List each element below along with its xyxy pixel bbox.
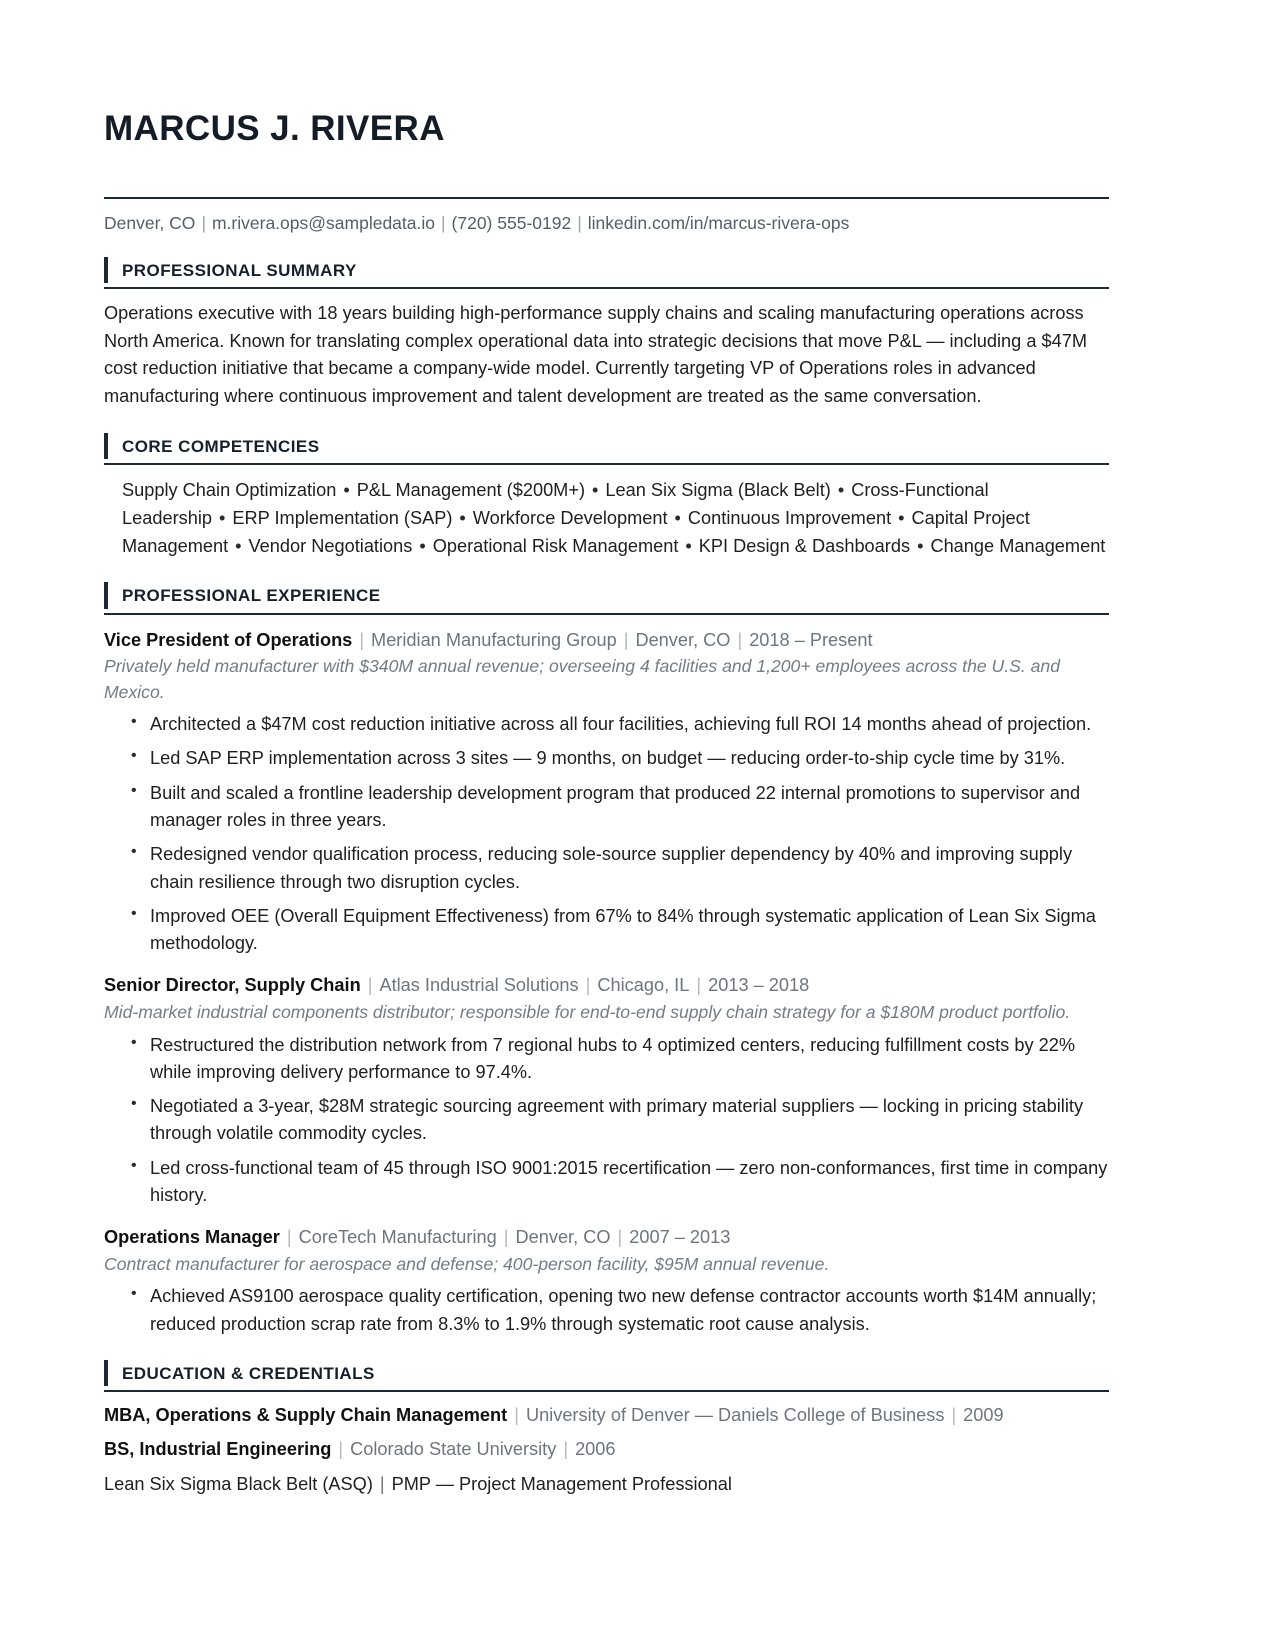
education-degree: BS, Industrial Engineering <box>104 1439 332 1460</box>
candidate-name: MARCUS J. RIVERA <box>104 109 445 148</box>
job-company: Meridian Manufacturing Group <box>371 629 617 650</box>
job-bullet: • Architected a $47M cost reduction initiative across all four facilities, achieving full ROI 14 months ahead of projection. <box>104 711 1112 738</box>
competency-separator: • <box>837 479 845 500</box>
education-degree: MBA, Operations & Supply Chain Management <box>104 1405 508 1426</box>
section-header-bar <box>104 582 1109 614</box>
job-description: Mid-market industrial components distributor; responsible for end-to-end supply chain strategy for a $180M product portfolio. <box>104 1002 1071 1023</box>
competency-separator: • <box>235 536 242 557</box>
certification-item: PMP — Project Management Professional <box>391 1473 732 1494</box>
job-title: Senior Director, Supply Chain <box>104 975 361 996</box>
competency-separator: • <box>459 508 466 529</box>
job-separator: | <box>585 975 591 996</box>
competency-item: Lean Six Sigma (Black Belt) <box>605 479 831 500</box>
contact-separator: | <box>201 212 206 233</box>
contact-phone[interactable]: (720) 555-0192 <box>451 212 572 233</box>
job-description: Privately held manufacturer with $340M annual revenue; overseeing 4 facilities and 1,200+ employees across the U.S. and Mexico. <box>104 656 1060 702</box>
job-title: Vice President of Operations <box>104 629 353 650</box>
job-title: Operations Manager <box>104 1227 280 1248</box>
section-education-credentials <box>104 1360 1115 1498</box>
job-bullet-list <box>104 711 1115 957</box>
resume-header <box>104 96 1115 235</box>
job-bullet: • Redesigned vendor qualification process, reducing sole-source supplier dependency by 40% and improving supply chain resilience through two disruption cycles. <box>104 841 1112 896</box>
competency-separator: • <box>685 536 692 557</box>
education-year: 2009 <box>963 1405 1004 1426</box>
competency-item: Operational Risk Management <box>432 536 679 557</box>
job-separator: | <box>617 1227 623 1248</box>
contact-location: Denver, CO <box>104 212 196 233</box>
education-separator: | <box>563 1439 569 1460</box>
certifications-line <box>104 1471 1115 1498</box>
job-header <box>104 628 1115 653</box>
competency-item: ERP Implementation (SAP) <box>232 508 453 529</box>
section-professional-experience <box>104 582 1115 1338</box>
experience-entry <box>104 628 1115 958</box>
job-location: Denver, CO <box>635 629 731 650</box>
contact-line <box>104 211 1115 236</box>
job-header <box>104 973 1115 998</box>
job-bullet-list <box>104 1283 1115 1338</box>
competency-separator: • <box>592 479 599 500</box>
competency-item: Vendor Negotiations <box>248 536 413 557</box>
competency-item: KPI Design & Dashboards <box>698 536 911 557</box>
contact-separator: | <box>440 212 446 233</box>
job-header <box>104 1225 1115 1250</box>
contact-linkedin[interactable]: linkedin.com/in/marcus-rivera-ops <box>587 212 850 233</box>
education-separator: | <box>338 1439 344 1460</box>
header-divider <box>104 197 1109 199</box>
job-separator: | <box>737 629 743 650</box>
section-core-competencies <box>104 433 1115 561</box>
certification-separator: | <box>379 1473 385 1494</box>
job-bullet: • Built and scaled a frontline leadership development program that produced 22 internal promotions to supervisor and manager roles in three years. <box>104 780 1112 835</box>
competency-separator: • <box>898 508 905 529</box>
competency-item: Change Management <box>930 536 1106 557</box>
competency-item: Cross-Functional Leadership <box>122 479 989 529</box>
competency-separator: • <box>343 479 350 500</box>
job-dates: 2018 – Present <box>749 629 873 650</box>
competency-item: P&L Management ($200M+) <box>356 479 586 500</box>
job-company: Atlas Industrial Solutions <box>379 975 579 996</box>
job-dates: 2013 – 2018 <box>708 975 810 996</box>
competency-separator: • <box>917 536 924 557</box>
job-separator: | <box>623 629 629 650</box>
job-bullet: • Restructured the distribution network from 7 regional hubs to 4 optimized centers, reducing fulfillment costs by 22% while improving delivery performance to 97.4%. <box>104 1032 1112 1087</box>
section-title: PROFESSIONAL SUMMARY <box>122 261 357 280</box>
job-separator: | <box>286 1227 292 1248</box>
competency-list <box>122 476 1106 561</box>
contact-email[interactable]: m.rivera.ops@sampledata.io <box>211 212 435 233</box>
section-title: CORE COMPETENCIES <box>122 436 320 456</box>
section-professional-summary <box>104 257 1115 411</box>
education-list <box>104 1402 1115 1498</box>
job-bullet: • Achieved AS9100 aerospace quality certification, opening two new defense contractor accounts worth $14M annually; reduced production scrap rate from 8.3% to 1.9% through systematic root cause analysis. <box>104 1283 1112 1338</box>
job-separator: | <box>359 629 365 650</box>
education-institution: University of Denver — Daniels College of Business <box>525 1405 945 1426</box>
job-bullet: • Led cross-functional team of 45 through ISO 9001:2015 recertification — zero non-conformances, first time in company history. <box>104 1155 1112 1210</box>
education-entry <box>104 1436 1115 1463</box>
education-year: 2006 <box>575 1439 616 1460</box>
competency-separator: • <box>219 508 226 529</box>
job-bullet: • Negotiated a 3-year, $28M strategic sourcing agreement with primary material suppliers — locking in pricing stability through volatile commodity cycles. <box>104 1093 1112 1148</box>
section-title: EDUCATION & CREDENTIALS <box>122 1363 375 1383</box>
job-separator: | <box>367 975 373 996</box>
job-bullet: • Led SAP ERP implementation across 3 sites — 9 months, on budget — reducing order-to-ship cycle time by 31%. <box>104 745 1112 772</box>
competency-item: Supply Chain Optimization <box>122 479 337 500</box>
competency-item: Workforce Development <box>472 508 668 529</box>
contact-separator: | <box>577 212 582 233</box>
section-header-bar <box>104 1360 1109 1392</box>
job-bullet: • Improved OEE (Overall Equipment Effectiveness) from 67% to 84% through systematic application of Lean Six Sigma methodology. <box>104 903 1112 958</box>
job-separator: | <box>696 975 702 996</box>
experience-entry <box>104 973 1115 1209</box>
summary-text: Operations executive with 18 years building high-performance supply chains and scaling manufacturing operations across North America. Known for translating complex operational data into strategic decisions that move P&L — including a $47M cost reduction initiative that became a company-wide model. Currently targeting VP of Operations roles in advanced manufacturing where continuous improvement and talent development are treated as the same conversation. <box>104 303 1087 407</box>
competency-item: Capital Project Management <box>122 508 1030 557</box>
education-separator: | <box>514 1405 519 1426</box>
education-separator: | <box>951 1405 957 1426</box>
competency-item: Continuous Improvement <box>687 508 892 529</box>
job-company: CoreTech Manufacturing <box>298 1227 497 1248</box>
certification-item: Lean Six Sigma Black Belt (ASQ) <box>104 1473 373 1494</box>
section-title: PROFESSIONAL EXPERIENCE <box>122 586 381 606</box>
competency-separator: • <box>419 536 426 557</box>
job-location: Denver, CO <box>515 1227 611 1248</box>
section-header-bar <box>104 257 1109 289</box>
job-bullet-list <box>104 1032 1115 1210</box>
job-location: Chicago, IL <box>597 975 690 996</box>
experience-entry <box>104 1225 1115 1338</box>
education-entry <box>104 1402 1115 1429</box>
education-institution: Colorado State University <box>350 1439 557 1460</box>
job-description: Contract manufacturer for aerospace and defense; 400-person facility, $95M annual revenue. <box>104 1253 830 1274</box>
job-separator: | <box>503 1227 509 1248</box>
competency-separator: • <box>674 508 681 529</box>
section-header-bar <box>104 433 1109 465</box>
job-dates: 2007 – 2013 <box>629 1227 731 1248</box>
experience-list <box>104 628 1115 1338</box>
